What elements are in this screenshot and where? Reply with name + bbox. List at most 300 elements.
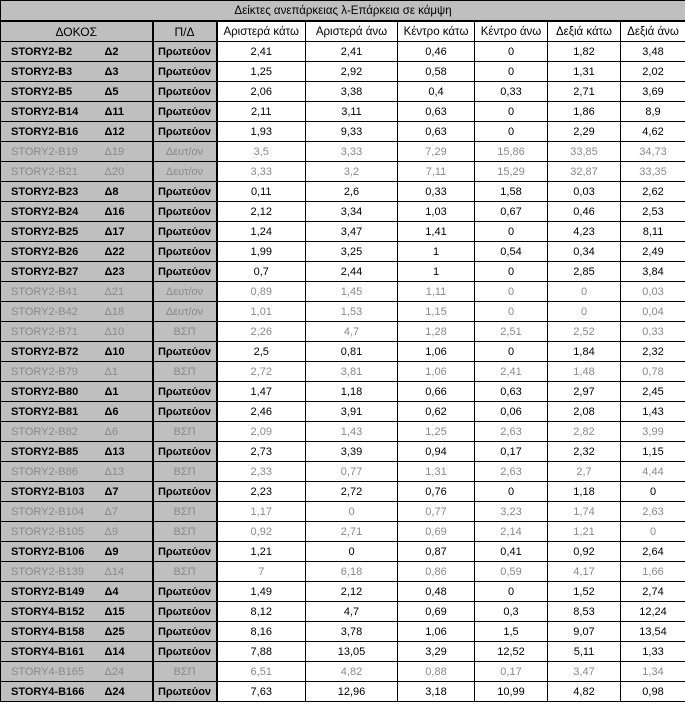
table-row (1, 42, 685, 62)
value-cell-left-top: 3,47 (306, 222, 398, 242)
value-cell-right-bottom: 3,47 (548, 662, 621, 682)
value-cell-center-bottom: 0,88 (398, 662, 475, 682)
value-cell-left-top: 2,6 (306, 182, 398, 202)
table-row (1, 202, 685, 222)
beam-code-cell: Δ19 (103, 142, 153, 162)
value-cell-left-top: 2,92 (306, 62, 398, 82)
value-cell-left-top: 3,39 (306, 442, 398, 462)
value-cell-center-top: 0,17 (475, 662, 548, 682)
value-cell-right-bottom: 1,18 (548, 482, 621, 502)
value-cell-right-bottom: 2,85 (548, 262, 621, 282)
value-cell-right-top: 1,33 (621, 642, 685, 662)
beam-id-cell: STORY2-B2 (1, 42, 103, 62)
value-cell-left-bottom: 1,47 (217, 382, 306, 402)
value-cell-right-top: 2,49 (621, 242, 685, 262)
beam-code-cell: Δ7 (103, 502, 153, 522)
beam-id-cell: STORY2-B27 (1, 262, 103, 282)
table-header-row (1, 21, 685, 42)
value-cell-right-bottom: 0,92 (548, 542, 621, 562)
table-row (1, 482, 685, 502)
value-cell-left-bottom: 2,73 (217, 442, 306, 462)
value-cell-center-bottom: 7,29 (398, 142, 475, 162)
value-cell-right-bottom: 2,71 (548, 82, 621, 102)
member-type-cell: Πρωτεύον (153, 402, 217, 422)
value-cell-center-top: 2,14 (475, 522, 548, 542)
member-type-cell: Πρωτεύον (153, 102, 217, 122)
value-cell-left-top: 3,81 (306, 362, 398, 382)
value-cell-center-top: 15,29 (475, 162, 548, 182)
value-cell-right-bottom: 32,87 (548, 162, 621, 182)
value-cell-left-top: 2,71 (306, 522, 398, 542)
beam-id-cell: STORY2-B19 (1, 142, 103, 162)
value-cell-center-bottom: 0,86 (398, 562, 475, 582)
table-row (1, 562, 685, 582)
member-type-cell: Δευτ/ον (153, 302, 217, 322)
value-cell-center-bottom: 1,03 (398, 202, 475, 222)
beam-code-cell: Δ17 (103, 222, 153, 242)
value-cell-right-bottom: 1,84 (548, 342, 621, 362)
table-row (1, 602, 685, 622)
table-row (1, 302, 685, 322)
value-cell-center-top: 0 (475, 262, 548, 282)
value-cell-right-top: 4,44 (621, 462, 685, 482)
value-cell-left-top: 4,82 (306, 662, 398, 682)
member-type-cell: Πρωτεύον (153, 622, 217, 642)
value-cell-center-top: 2,63 (475, 422, 548, 442)
value-cell-center-bottom: 7,11 (398, 162, 475, 182)
member-type-cell: Πρωτεύον (153, 262, 217, 282)
value-cell-left-top: 4,7 (306, 602, 398, 622)
value-cell-right-bottom: 0,46 (548, 202, 621, 222)
value-cell-center-top: 2,51 (475, 322, 548, 342)
value-cell-right-top: 1,43 (621, 402, 685, 422)
value-cell-center-bottom: 1,28 (398, 322, 475, 342)
value-cell-center-bottom: 0,62 (398, 402, 475, 422)
value-cell-left-top: 0 (306, 542, 398, 562)
value-cell-center-bottom: 3,18 (398, 682, 475, 702)
beam-id-cell: STORY2-B81 (1, 402, 103, 422)
value-cell-left-top: 0,77 (306, 462, 398, 482)
member-type-cell: Δευτ/ον (153, 282, 217, 302)
value-cell-center-top: 2,41 (475, 362, 548, 382)
value-cell-left-bottom: 1,93 (217, 122, 306, 142)
table-row (1, 222, 685, 242)
beam-code-cell: Δ22 (103, 242, 153, 262)
beam-id-cell: STORY2-B86 (1, 462, 103, 482)
value-cell-right-top: 1,34 (621, 662, 685, 682)
beam-code-cell: Δ4 (103, 582, 153, 602)
value-cell-right-top: 0,03 (621, 282, 685, 302)
table-row (1, 442, 685, 462)
value-cell-right-top: 2,64 (621, 542, 685, 562)
member-type-cell: ΒΣΠ (153, 462, 217, 482)
table-body (1, 1, 685, 702)
beam-code-cell: Δ24 (103, 682, 153, 702)
value-cell-right-top: 0 (621, 522, 685, 542)
beam-id-cell: STORY2-B85 (1, 442, 103, 462)
member-type-cell: ΒΣΠ (153, 522, 217, 542)
header-right-top: Δεξιά άνω (621, 21, 685, 42)
member-type-cell: Πρωτεύον (153, 42, 217, 62)
value-cell-left-top: 0 (306, 502, 398, 522)
beam-id-cell: STORY4-B161 (1, 642, 103, 662)
member-type-cell: Δευτ/ον (153, 162, 217, 182)
value-cell-left-bottom: 7,88 (217, 642, 306, 662)
member-type-cell: ΒΣΠ (153, 662, 217, 682)
value-cell-center-bottom: 1,11 (398, 282, 475, 302)
beam-id-cell: STORY2-B3 (1, 62, 103, 82)
beam-id-cell: STORY2-B16 (1, 122, 103, 142)
value-cell-left-top: 3,11 (306, 102, 398, 122)
value-cell-right-bottom: 5,11 (548, 642, 621, 662)
beam-code-cell: Δ14 (103, 642, 153, 662)
beam-id-cell: STORY2-B71 (1, 322, 103, 342)
header-beam: ΔΟΚΟΣ (1, 21, 153, 42)
beam-code-cell: Δ12 (103, 122, 153, 142)
member-type-cell: Πρωτεύον (153, 182, 217, 202)
value-cell-left-top: 3,34 (306, 202, 398, 222)
value-cell-left-top: 2,72 (306, 482, 398, 502)
value-cell-right-top: 3,99 (621, 422, 685, 442)
value-cell-left-bottom: 2,23 (217, 482, 306, 502)
value-cell-left-bottom: 2,26 (217, 322, 306, 342)
header-center-bottom: Κέντρο κάτω (398, 21, 475, 42)
member-type-cell: Πρωτεύον (153, 342, 217, 362)
table-title-row (1, 1, 685, 22)
table-row (1, 502, 685, 522)
header-type: Π/Δ (153, 21, 217, 42)
value-cell-center-bottom: 0,48 (398, 582, 475, 602)
beam-code-cell: Δ10 (103, 322, 153, 342)
table-row (1, 62, 685, 82)
beam-code-cell: Δ1 (103, 362, 153, 382)
value-cell-right-bottom: 2,82 (548, 422, 621, 442)
header-left-top: Αριστερά άνω (306, 21, 398, 42)
value-cell-left-top: 1,45 (306, 282, 398, 302)
value-cell-right-top: 34,73 (621, 142, 685, 162)
value-cell-center-top: 12,52 (475, 642, 548, 662)
value-cell-left-bottom: 0,7 (217, 262, 306, 282)
member-type-cell: ΒΣΠ (153, 362, 217, 382)
table-row (1, 262, 685, 282)
value-cell-left-bottom: 2,33 (217, 462, 306, 482)
value-cell-center-bottom: 1,41 (398, 222, 475, 242)
value-cell-right-bottom: 2,08 (548, 402, 621, 422)
table-row (1, 242, 685, 262)
value-cell-right-top: 0 (621, 482, 685, 502)
value-cell-center-bottom: 0,46 (398, 42, 475, 62)
member-type-cell: ΒΣΠ (153, 422, 217, 442)
value-cell-center-top: 0,17 (475, 442, 548, 462)
value-cell-left-top: 9,33 (306, 122, 398, 142)
value-cell-center-top: 2,63 (475, 462, 548, 482)
value-cell-left-bottom: 2,72 (217, 362, 306, 382)
beam-code-cell: Δ5 (103, 82, 153, 102)
value-cell-right-bottom: 2,29 (548, 122, 621, 142)
member-type-cell: Πρωτεύον (153, 482, 217, 502)
value-cell-right-top: 2,74 (621, 582, 685, 602)
value-cell-center-top: 0,67 (475, 202, 548, 222)
header-left-bottom: Αριστερά κάτω (217, 21, 306, 42)
value-cell-left-top: 3,91 (306, 402, 398, 422)
value-cell-center-bottom: 0,4 (398, 82, 475, 102)
beam-code-cell: Δ9 (103, 522, 153, 542)
value-cell-center-bottom: 0,58 (398, 62, 475, 82)
beam-id-cell: STORY2-B26 (1, 242, 103, 262)
beam-code-cell: Δ11 (103, 102, 153, 122)
value-cell-center-bottom: 1,06 (398, 362, 475, 382)
member-type-cell: Πρωτεύον (153, 582, 217, 602)
value-cell-left-top: 1,53 (306, 302, 398, 322)
table-row (1, 142, 685, 162)
beam-id-cell: STORY2-B14 (1, 102, 103, 122)
value-cell-center-bottom: 1,25 (398, 422, 475, 442)
value-cell-right-top: 8,9 (621, 102, 685, 122)
value-cell-left-top: 3,33 (306, 142, 398, 162)
member-type-cell: Πρωτεύον (153, 122, 217, 142)
beam-code-cell: Δ10 (103, 342, 153, 362)
value-cell-left-top: 3,78 (306, 622, 398, 642)
value-cell-center-bottom: 1,31 (398, 462, 475, 482)
value-cell-left-bottom: 2,41 (217, 42, 306, 62)
member-type-cell: ΒΣΠ (153, 322, 217, 342)
member-type-cell: Πρωτεύον (153, 242, 217, 262)
value-cell-center-top: 0,33 (475, 82, 548, 102)
beam-id-cell: STORY2-B79 (1, 362, 103, 382)
value-cell-left-top: 1,43 (306, 422, 398, 442)
value-cell-left-bottom: 2,11 (217, 102, 306, 122)
beam-id-cell: STORY2-B149 (1, 582, 103, 602)
beam-id-cell: STORY2-B5 (1, 82, 103, 102)
table-row (1, 522, 685, 542)
value-cell-center-bottom: 1 (398, 262, 475, 282)
table-row (1, 102, 685, 122)
value-cell-right-top: 0,98 (621, 682, 685, 702)
value-cell-right-bottom: 0 (548, 282, 621, 302)
value-cell-right-bottom: 1,48 (548, 362, 621, 382)
value-cell-center-top: 0 (475, 42, 548, 62)
value-cell-left-bottom: 1,01 (217, 302, 306, 322)
beam-code-cell: Δ16 (103, 202, 153, 222)
member-type-cell: ΒΣΠ (153, 502, 217, 522)
value-cell-center-bottom: 0,69 (398, 602, 475, 622)
value-cell-center-top: 1,5 (475, 622, 548, 642)
value-cell-left-top: 0,81 (306, 342, 398, 362)
value-cell-left-top: 2,41 (306, 42, 398, 62)
value-cell-right-top: 2,02 (621, 62, 685, 82)
beam-id-cell: STORY2-B106 (1, 542, 103, 562)
value-cell-right-top: 8,11 (621, 222, 685, 242)
value-cell-center-top: 0,3 (475, 602, 548, 622)
beam-id-cell: STORY2-B23 (1, 182, 103, 202)
value-cell-left-bottom: 0,11 (217, 182, 306, 202)
beam-code-cell: Δ8 (103, 182, 153, 202)
value-cell-left-bottom: 2,46 (217, 402, 306, 422)
beam-code-cell: Δ14 (103, 562, 153, 582)
value-cell-right-bottom: 2,32 (548, 442, 621, 462)
value-cell-right-top: 2,53 (621, 202, 685, 222)
value-cell-left-bottom: 1,25 (217, 62, 306, 82)
value-cell-right-top: 1,66 (621, 562, 685, 582)
beam-code-cell: Δ20 (103, 162, 153, 182)
value-cell-right-bottom: 1,86 (548, 102, 621, 122)
value-cell-left-top: 6,18 (306, 562, 398, 582)
value-cell-right-bottom: 8,53 (548, 602, 621, 622)
value-cell-right-top: 0,78 (621, 362, 685, 382)
beam-id-cell: STORY2-B42 (1, 302, 103, 322)
value-cell-center-top: 0,59 (475, 562, 548, 582)
value-cell-right-bottom: 0 (548, 302, 621, 322)
value-cell-center-bottom: 1,06 (398, 622, 475, 642)
value-cell-right-bottom: 1,52 (548, 582, 621, 602)
value-cell-left-bottom: 1,24 (217, 222, 306, 242)
value-cell-center-top: 0 (475, 122, 548, 142)
table-row (1, 342, 685, 362)
beam-code-cell: Δ3 (103, 62, 153, 82)
beam-code-cell: Δ21 (103, 282, 153, 302)
table-row (1, 462, 685, 482)
value-cell-right-top: 1,15 (621, 442, 685, 462)
value-cell-center-bottom: 0,63 (398, 102, 475, 122)
member-type-cell: ΒΣΠ (153, 562, 217, 582)
value-cell-center-bottom: 0,87 (398, 542, 475, 562)
value-cell-center-top: 0,54 (475, 242, 548, 262)
table-row (1, 642, 685, 662)
value-cell-center-top: 0 (475, 222, 548, 242)
beam-code-cell: Δ13 (103, 442, 153, 462)
beam-id-cell: STORY4-B158 (1, 622, 103, 642)
value-cell-center-top: 0 (475, 582, 548, 602)
beam-id-cell: STORY2-B105 (1, 522, 103, 542)
beam-id-cell: STORY4-B152 (1, 602, 103, 622)
value-cell-right-top: 3,69 (621, 82, 685, 102)
beam-id-cell: STORY2-B80 (1, 382, 103, 402)
value-cell-left-bottom: 1,21 (217, 542, 306, 562)
value-cell-right-top: 0,33 (621, 322, 685, 342)
value-cell-left-top: 2,12 (306, 582, 398, 602)
value-cell-right-bottom: 1,74 (548, 502, 621, 522)
member-type-cell: Δευτ/ον (153, 142, 217, 162)
value-cell-left-top: 3,2 (306, 162, 398, 182)
beam-code-cell: Δ6 (103, 402, 153, 422)
value-cell-right-top: 3,84 (621, 262, 685, 282)
value-cell-left-bottom: 8,16 (217, 622, 306, 642)
value-cell-left-bottom: 3,33 (217, 162, 306, 182)
value-cell-center-top: 15,86 (475, 142, 548, 162)
value-cell-right-bottom: 9,07 (548, 622, 621, 642)
value-cell-center-bottom: 1,15 (398, 302, 475, 322)
beam-code-cell: Δ25 (103, 622, 153, 642)
value-cell-right-bottom: 2,7 (548, 462, 621, 482)
value-cell-right-bottom: 1,31 (548, 62, 621, 82)
value-cell-center-top: 0,06 (475, 402, 548, 422)
value-cell-right-bottom: 4,17 (548, 562, 621, 582)
value-cell-right-top: 2,63 (621, 502, 685, 522)
value-cell-right-bottom: 2,52 (548, 322, 621, 342)
value-cell-left-bottom: 3,5 (217, 142, 306, 162)
value-cell-right-bottom: 0,03 (548, 182, 621, 202)
value-cell-center-bottom: 0,66 (398, 382, 475, 402)
value-cell-left-bottom: 2,09 (217, 422, 306, 442)
value-cell-center-top: 3,23 (475, 502, 548, 522)
value-cell-right-bottom: 4,82 (548, 682, 621, 702)
value-cell-left-bottom: 6,51 (217, 662, 306, 682)
value-cell-right-top: 13,54 (621, 622, 685, 642)
member-type-cell: Πρωτεύον (153, 542, 217, 562)
member-type-cell: Πρωτεύον (153, 642, 217, 662)
table-row (1, 382, 685, 402)
member-type-cell: Πρωτεύον (153, 682, 217, 702)
table-row (1, 422, 685, 442)
header-right-bottom: Δεξιά κάτω (548, 21, 621, 42)
beam-id-cell: STORY2-B139 (1, 562, 103, 582)
value-cell-center-bottom: 0,77 (398, 502, 475, 522)
value-cell-center-top: 10,99 (475, 682, 548, 702)
value-cell-left-top: 2,44 (306, 262, 398, 282)
value-cell-left-bottom: 0,92 (217, 522, 306, 542)
value-cell-center-bottom: 3,29 (398, 642, 475, 662)
value-cell-left-bottom: 0,89 (217, 282, 306, 302)
value-cell-center-top: 1,58 (475, 182, 548, 202)
beam-code-cell: Δ2 (103, 42, 153, 62)
table-row (1, 282, 685, 302)
value-cell-left-bottom: 1,49 (217, 582, 306, 602)
table-title: Δείκτες ανεπάρκειας λ-Επάρκεια σε κάμψη (1, 1, 685, 22)
value-cell-center-top: 0 (475, 102, 548, 122)
value-cell-left-bottom: 8,12 (217, 602, 306, 622)
value-cell-right-bottom: 1,82 (548, 42, 621, 62)
value-cell-left-bottom: 7,63 (217, 682, 306, 702)
beam-id-cell: STORY4-B166 (1, 682, 103, 702)
value-cell-right-top: 2,32 (621, 342, 685, 362)
value-cell-right-bottom: 1,21 (548, 522, 621, 542)
member-type-cell: Πρωτεύον (153, 602, 217, 622)
value-cell-right-bottom: 0,34 (548, 242, 621, 262)
value-cell-center-bottom: 0,33 (398, 182, 475, 202)
member-type-cell: Πρωτεύον (153, 382, 217, 402)
table-row (1, 582, 685, 602)
beam-code-cell: Δ1 (103, 382, 153, 402)
beam-code-cell: Δ24 (103, 662, 153, 682)
value-cell-center-top: 0 (475, 62, 548, 82)
value-cell-left-top: 3,25 (306, 242, 398, 262)
table-row (1, 82, 685, 102)
value-cell-center-top: 0 (475, 482, 548, 502)
beam-code-cell: Δ15 (103, 602, 153, 622)
header-center-top: Κέντρο άνω (475, 21, 548, 42)
value-cell-right-top: 2,62 (621, 182, 685, 202)
beam-id-cell: STORY2-B21 (1, 162, 103, 182)
table-row (1, 122, 685, 142)
value-cell-left-top: 4,7 (306, 322, 398, 342)
beam-code-cell: Δ23 (103, 262, 153, 282)
value-cell-left-bottom: 1,17 (217, 502, 306, 522)
value-cell-right-top: 4,62 (621, 122, 685, 142)
beam-id-cell: STORY4-B165 (1, 662, 103, 682)
beam-code-cell: Δ18 (103, 302, 153, 322)
value-cell-right-top: 3,48 (621, 42, 685, 62)
value-cell-center-top: 0 (475, 342, 548, 362)
table-row (1, 322, 685, 342)
member-type-cell: Πρωτεύον (153, 62, 217, 82)
table-row (1, 162, 685, 182)
member-type-cell: Πρωτεύον (153, 202, 217, 222)
value-cell-center-bottom: 1,06 (398, 342, 475, 362)
value-cell-left-bottom: 2,12 (217, 202, 306, 222)
value-cell-left-top: 12,96 (306, 682, 398, 702)
beam-id-cell: STORY2-B82 (1, 422, 103, 442)
value-cell-center-top: 0 (475, 282, 548, 302)
